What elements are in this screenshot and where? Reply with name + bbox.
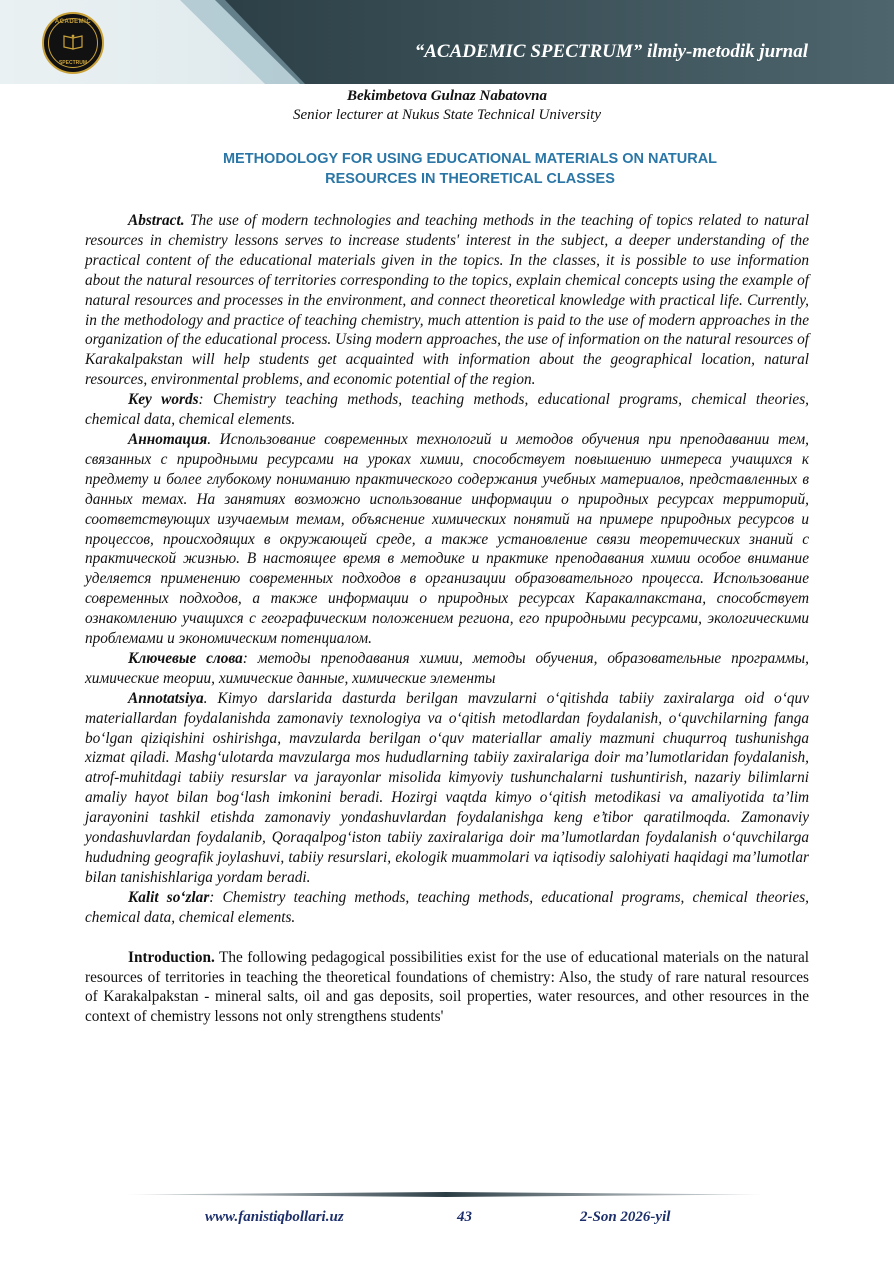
article-body [85, 211, 809, 1027]
annotation-uz-paragraph [85, 689, 809, 888]
footer-page-number: 43 [457, 1209, 472, 1225]
annotation-ru-text: . Использование современных технологий и методов обучения при преподавании тем, связанных с природными ресурсами на уроках химии, способствует повышению интереса учащихся к предмету и более глубокому пониманию практического содержания учебных материалов, представленных в данных темах. На занятиях возможно использование информации о природных ресурсах территорий, соответствующих изучаемым темам, объяснение химических понятий на примере природных ресурсов и процессов, происходящих в окружающей среде, а также установление связи теоретических знаний с практической жизнью. В настоящее время в методике и практике преподавания химии особое внимание уделяется применению современных подходов в организации образовательного процесса. Использование современных подходов, а также информации о природных ресурсах Каракалпакстана, способствует ознакомлению учащихся с географическим положением региона, его природными ресурсами, экологическими проблемами и экономическим потенциалом. [85, 430, 809, 648]
author-name: Bekimbetova Gulnaz Nabatovna [346, 88, 547, 104]
footer-website: www.fanistiqbollari.uz [205, 1209, 344, 1225]
annotation-uz-text: . Kimyo darslarida dasturda berilgan mavzularni o‘qitishda tabiiy zaxiralarga oid o‘quv materiallardan foydalanishda zamonaviy texnologiya va o‘qitish metodlardan foydalanish, o‘quvchilarning fanga bo‘lgan qiziqishini oshirishga, mavzularda berilgan o‘quv materiallar amaliy mazmuni chuqurroq tushunishga xizmat qiladi. Mashg‘ulotarda mavzularga mos hududlarning tabiiy zaxiralariga doir ma’lumotlaridan foydalanish, atrof-muhitdagi tabiiy resurslar va jarayonlar misolida kimyoviy tushunchalarni tushuntirish, nazariy bilimlarni amaliy hayot bilan bog‘lash imkonini beradi. Hozirgi vaqtda kimyo o‘qitish metodikasi va amaliyotida ta’lim jarayonini tashkil etishda zamonaviy yondashuvlardan foydalanishga keng e’tibor qaratilmoqda. Zamonaviy yondashuvlardan foydalanib, Qoraqalpog‘iston tabiiy zaxiralariga doir ma’lumotlardan foydalanish o‘quvchilarga hududning geografik joylashuvi, tabiiy resurslari, ekologik muammolari va iqtisodiy salohiyati haqidagi ma’lumotlar bilan tanishishlariga yordam beradi. [85, 689, 809, 886]
annotation-uz-label: Annotatsiya [128, 689, 204, 707]
article-title-line-1: METHODOLOGY FOR USING EDUCATIONAL MATERIALS ON NATURAL [222, 151, 718, 167]
keywords-ru-text: : методы преподавания химии, методы обучения, образовательные программы, химические теории, химические данные, химические элементы [85, 649, 809, 687]
book-icon [61, 34, 85, 50]
footer-issue: 2-Son 2026-yil [580, 1209, 671, 1225]
abstract-text: The use of modern technologies and teaching methods in the teaching of topics related to natural resources in chemistry lessons serves to increase students' interest in the subject, a deeper understanding of the practical content of the educational materials given in the topics. In the classes, it is possible to use information about the natural resources of territories corresponding to the topics, explain chemical concepts using the example of natural resources and processes in the environment, and connect theoretical knowledge with practical life. Currently, in the methodology and practice of teaching chemistry, much attention is paid to the use of modern approaches in the organization of the educational process. Using modern approaches, the use of information on the natural resources of Karakalpakstan will help students get acquainted with information about the geographical location, natural resources, environmental problems, and economic potential of the region. [85, 212, 809, 389]
keywords-text: : Chemistry teaching methods, teaching methods, educational programs, chemical theories, chemical data, chemical elements. [85, 391, 809, 429]
introduction-label: Introduction. [128, 948, 215, 966]
abstract-label: Abstract. [128, 212, 185, 229]
keywords-uz-label: Kalit so‘zlar [128, 888, 210, 906]
article-title-line-2: RESOURCES IN THEORETICAL CLASSES [325, 171, 615, 187]
introduction-paragraph [85, 948, 809, 1028]
keywords-uz-paragraph [85, 888, 809, 928]
keywords-ru-label: Ключевые слова [128, 649, 243, 667]
keywords-paragraph [85, 390, 809, 430]
annotation-ru-paragraph [85, 430, 809, 649]
journal-header [0, 0, 894, 84]
journal-logo: ACADEMIC SPECTRUM [42, 12, 104, 74]
keywords-ru-paragraph [85, 649, 809, 689]
journal-title: “ACADEMIC SPECTRUM” ilmiy-metodik jurnal [414, 41, 808, 62]
abstract-paragraph [85, 211, 809, 390]
keywords-label: Key words [128, 391, 199, 409]
keywords-uz-text: : Chemistry teaching methods, teaching methods, educational programs, chemical theories, chemical data, chemical elements. [85, 888, 809, 926]
annotation-ru-label: Аннотация [128, 430, 208, 448]
introduction-text: The following pedagogical possibilities exist for the use of educational materials on the natural resources of territories in teaching the theoretical foundations of chemistry: Also, the study of rare natural resources of Karakalpakstan - mineral salts, oil and gas deposits, soil properties, water resources, and other resources in the context of chemistry lessons not only strengthens students' [85, 948, 809, 1026]
author-affiliation: Senior lecturer at Nukus State Technical University [292, 107, 601, 123]
footer-divider [122, 1192, 770, 1197]
article-title [110, 149, 830, 189]
